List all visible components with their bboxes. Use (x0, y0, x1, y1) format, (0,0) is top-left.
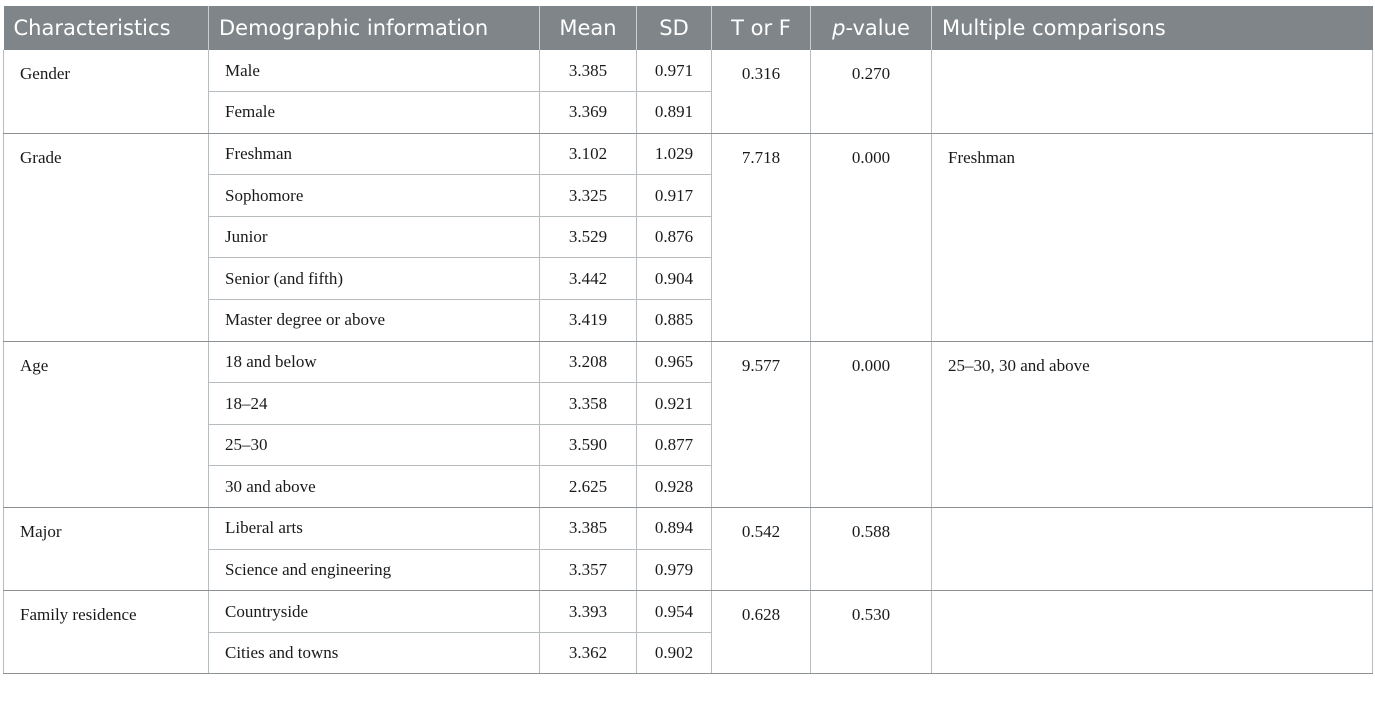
table-row (4, 50, 1373, 92)
table-body (4, 50, 1373, 674)
multiple-comparisons-cell: Freshman (932, 133, 1373, 341)
mean-cell: 3.357 (540, 549, 637, 591)
characteristic-cell: Major (4, 508, 209, 591)
demographic-info-cell: 18 and below (209, 341, 540, 383)
demographic-info-cell: Cities and towns (209, 632, 540, 674)
sd-cell: 0.921 (637, 383, 712, 425)
sd-cell: 0.928 (637, 466, 712, 508)
demographic-info-cell: Female (209, 92, 540, 134)
t-or-f-cell: 0.542 (712, 508, 811, 591)
p-value-cell: 0.530 (811, 591, 932, 674)
table-row (4, 341, 1373, 383)
demographic-info-cell: Liberal arts (209, 508, 540, 550)
characteristic-cell: Age (4, 341, 209, 507)
multiple-comparisons-cell (932, 591, 1373, 674)
sd-cell: 0.904 (637, 258, 712, 300)
header-demographic-information: Demographic information (209, 6, 540, 50)
mean-cell: 3.362 (540, 632, 637, 674)
mean-cell: 3.385 (540, 50, 637, 92)
mean-cell: 3.385 (540, 508, 637, 550)
header-t-or-f: T or F (712, 6, 811, 50)
sd-cell: 1.029 (637, 133, 712, 175)
sd-cell: 0.902 (637, 632, 712, 674)
characteristic-cell: Gender (4, 50, 209, 133)
header-p-value (811, 6, 932, 50)
demographic-info-cell: Science and engineering (209, 549, 540, 591)
p-value-cell: 0.270 (811, 50, 932, 133)
header-sd: SD (637, 6, 712, 50)
demographic-info-cell: Male (209, 50, 540, 92)
characteristic-cell: Family residence (4, 591, 209, 674)
sd-cell: 0.965 (637, 341, 712, 383)
p-value-cell: 0.000 (811, 133, 932, 341)
sd-cell: 0.891 (637, 92, 712, 134)
t-or-f-cell: 0.628 (712, 591, 811, 674)
mean-cell: 2.625 (540, 466, 637, 508)
mean-cell: 3.325 (540, 175, 637, 217)
p-value-cell: 0.588 (811, 508, 932, 591)
header-p-italic: p (832, 16, 846, 40)
sd-cell: 0.877 (637, 424, 712, 466)
table-row (4, 591, 1373, 633)
multiple-comparisons-cell: 25–30, 30 and above (932, 341, 1373, 507)
mean-cell: 3.369 (540, 92, 637, 134)
demographic-info-cell: Master degree or above (209, 300, 540, 342)
mean-cell: 3.590 (540, 424, 637, 466)
demographic-info-cell: Countryside (209, 591, 540, 633)
demographic-info-cell: Freshman (209, 133, 540, 175)
table-row (4, 508, 1373, 550)
mean-cell: 3.529 (540, 216, 637, 258)
header-multiple-comparisons: Multiple comparisons (932, 6, 1373, 50)
sd-cell: 0.971 (637, 50, 712, 92)
t-or-f-cell: 7.718 (712, 133, 811, 341)
demographic-info-cell: 25–30 (209, 424, 540, 466)
mean-cell: 3.393 (540, 591, 637, 633)
demographic-comparison-table (3, 6, 1373, 674)
mean-cell: 3.419 (540, 300, 637, 342)
characteristic-cell: Grade (4, 133, 209, 341)
demographic-info-cell: Junior (209, 216, 540, 258)
mean-cell: 3.208 (540, 341, 637, 383)
sd-cell: 0.894 (637, 508, 712, 550)
mean-cell: 3.102 (540, 133, 637, 175)
sd-cell: 0.876 (637, 216, 712, 258)
header-p-suffix: -value (845, 16, 910, 40)
header-row (4, 6, 1373, 50)
header-mean: Mean (540, 6, 637, 50)
sd-cell: 0.917 (637, 175, 712, 217)
multiple-comparisons-cell (932, 508, 1373, 591)
sd-cell: 0.885 (637, 300, 712, 342)
mean-cell: 3.358 (540, 383, 637, 425)
sd-cell: 0.979 (637, 549, 712, 591)
multiple-comparisons-cell (932, 50, 1373, 133)
table-row (4, 133, 1373, 175)
demographic-info-cell: 18–24 (209, 383, 540, 425)
sd-cell: 0.954 (637, 591, 712, 633)
p-value-cell: 0.000 (811, 341, 932, 507)
header-characteristics: Characteristics (4, 6, 209, 50)
mean-cell: 3.442 (540, 258, 637, 300)
t-or-f-cell: 0.316 (712, 50, 811, 133)
t-or-f-cell: 9.577 (712, 341, 811, 507)
demographic-info-cell: Sophomore (209, 175, 540, 217)
demographic-info-cell: Senior (and fifth) (209, 258, 540, 300)
demographic-info-cell: 30 and above (209, 466, 540, 508)
